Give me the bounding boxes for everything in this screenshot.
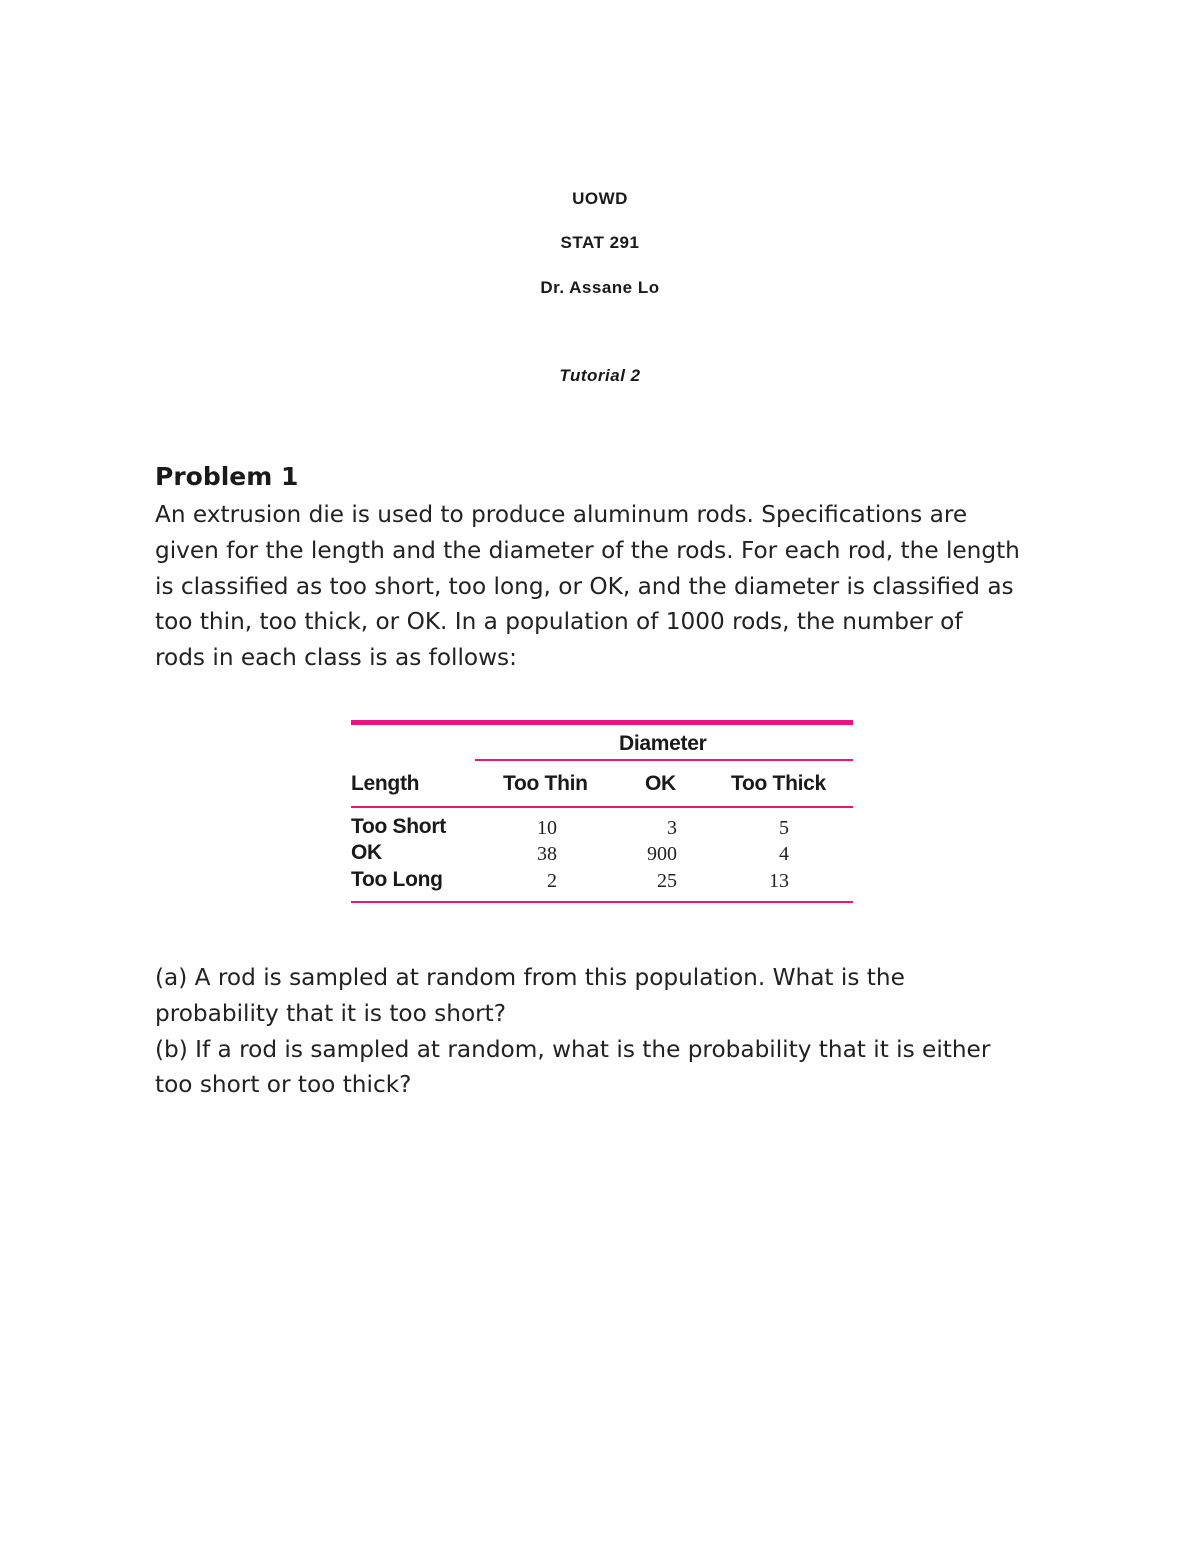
question-line: (a) A rod is sampled at random from this population. What is the — [155, 964, 905, 991]
question-line: probability that it is too short? — [155, 999, 507, 1027]
table-cell: 3 — [667, 817, 677, 839]
table-cell: 900 — [647, 843, 677, 865]
question-line: too short or too thick? — [155, 1071, 412, 1099]
question-line: (b) If a rod is sampled at random, what is the probability that it is either — [155, 1035, 991, 1063]
table-row-header: Length — [351, 772, 420, 795]
header-course: STAT 291 — [560, 233, 640, 252]
table-cell: 25 — [657, 870, 677, 892]
data-table — [351, 720, 853, 905]
header-instructor: Dr. Assane Lo — [540, 278, 660, 297]
table-sub-rule — [475, 759, 853, 761]
row-label-ok: OK — [351, 841, 382, 864]
column-header-too-thin: Too Thin — [503, 772, 588, 795]
intro-line: given for the length and the diameter of the rods. For each rod, the length — [155, 536, 1020, 564]
row-label-too-long: Too Long — [351, 868, 443, 891]
column-header-too-thick: Too Thick — [731, 772, 826, 795]
table-cell: 4 — [779, 843, 789, 865]
table-group-header: Diameter — [619, 732, 707, 755]
intro-line: An extrusion die is used to produce aluminum rods. Specifications are — [155, 501, 968, 528]
table-top-rule — [351, 720, 853, 725]
tutorial-title: Tutorial 2 — [559, 366, 641, 385]
table-bottom-rule — [351, 901, 853, 903]
header-institution: UOWD — [572, 189, 628, 208]
table-mid-rule — [351, 806, 853, 808]
table-cell: 38 — [537, 843, 557, 865]
problem-intro — [155, 497, 1055, 676]
column-header-ok: OK — [645, 772, 676, 795]
problem-questions — [155, 960, 1055, 1103]
table-cell: 2 — [547, 870, 557, 892]
intro-line: is classified as too short, too long, or OK, and the diameter is classified as — [155, 572, 1014, 600]
problem-title: Problem 1 — [155, 462, 299, 491]
intro-line: rods in each class is as follows: — [155, 644, 517, 672]
row-label-too-short: Too Short — [351, 815, 446, 838]
table-cell: 10 — [537, 817, 557, 839]
table-cell: 5 — [779, 817, 789, 839]
table-cell: 13 — [769, 870, 789, 892]
intro-line: too thin, too thick, or OK. In a population of 1000 rods, the number of — [155, 608, 963, 636]
